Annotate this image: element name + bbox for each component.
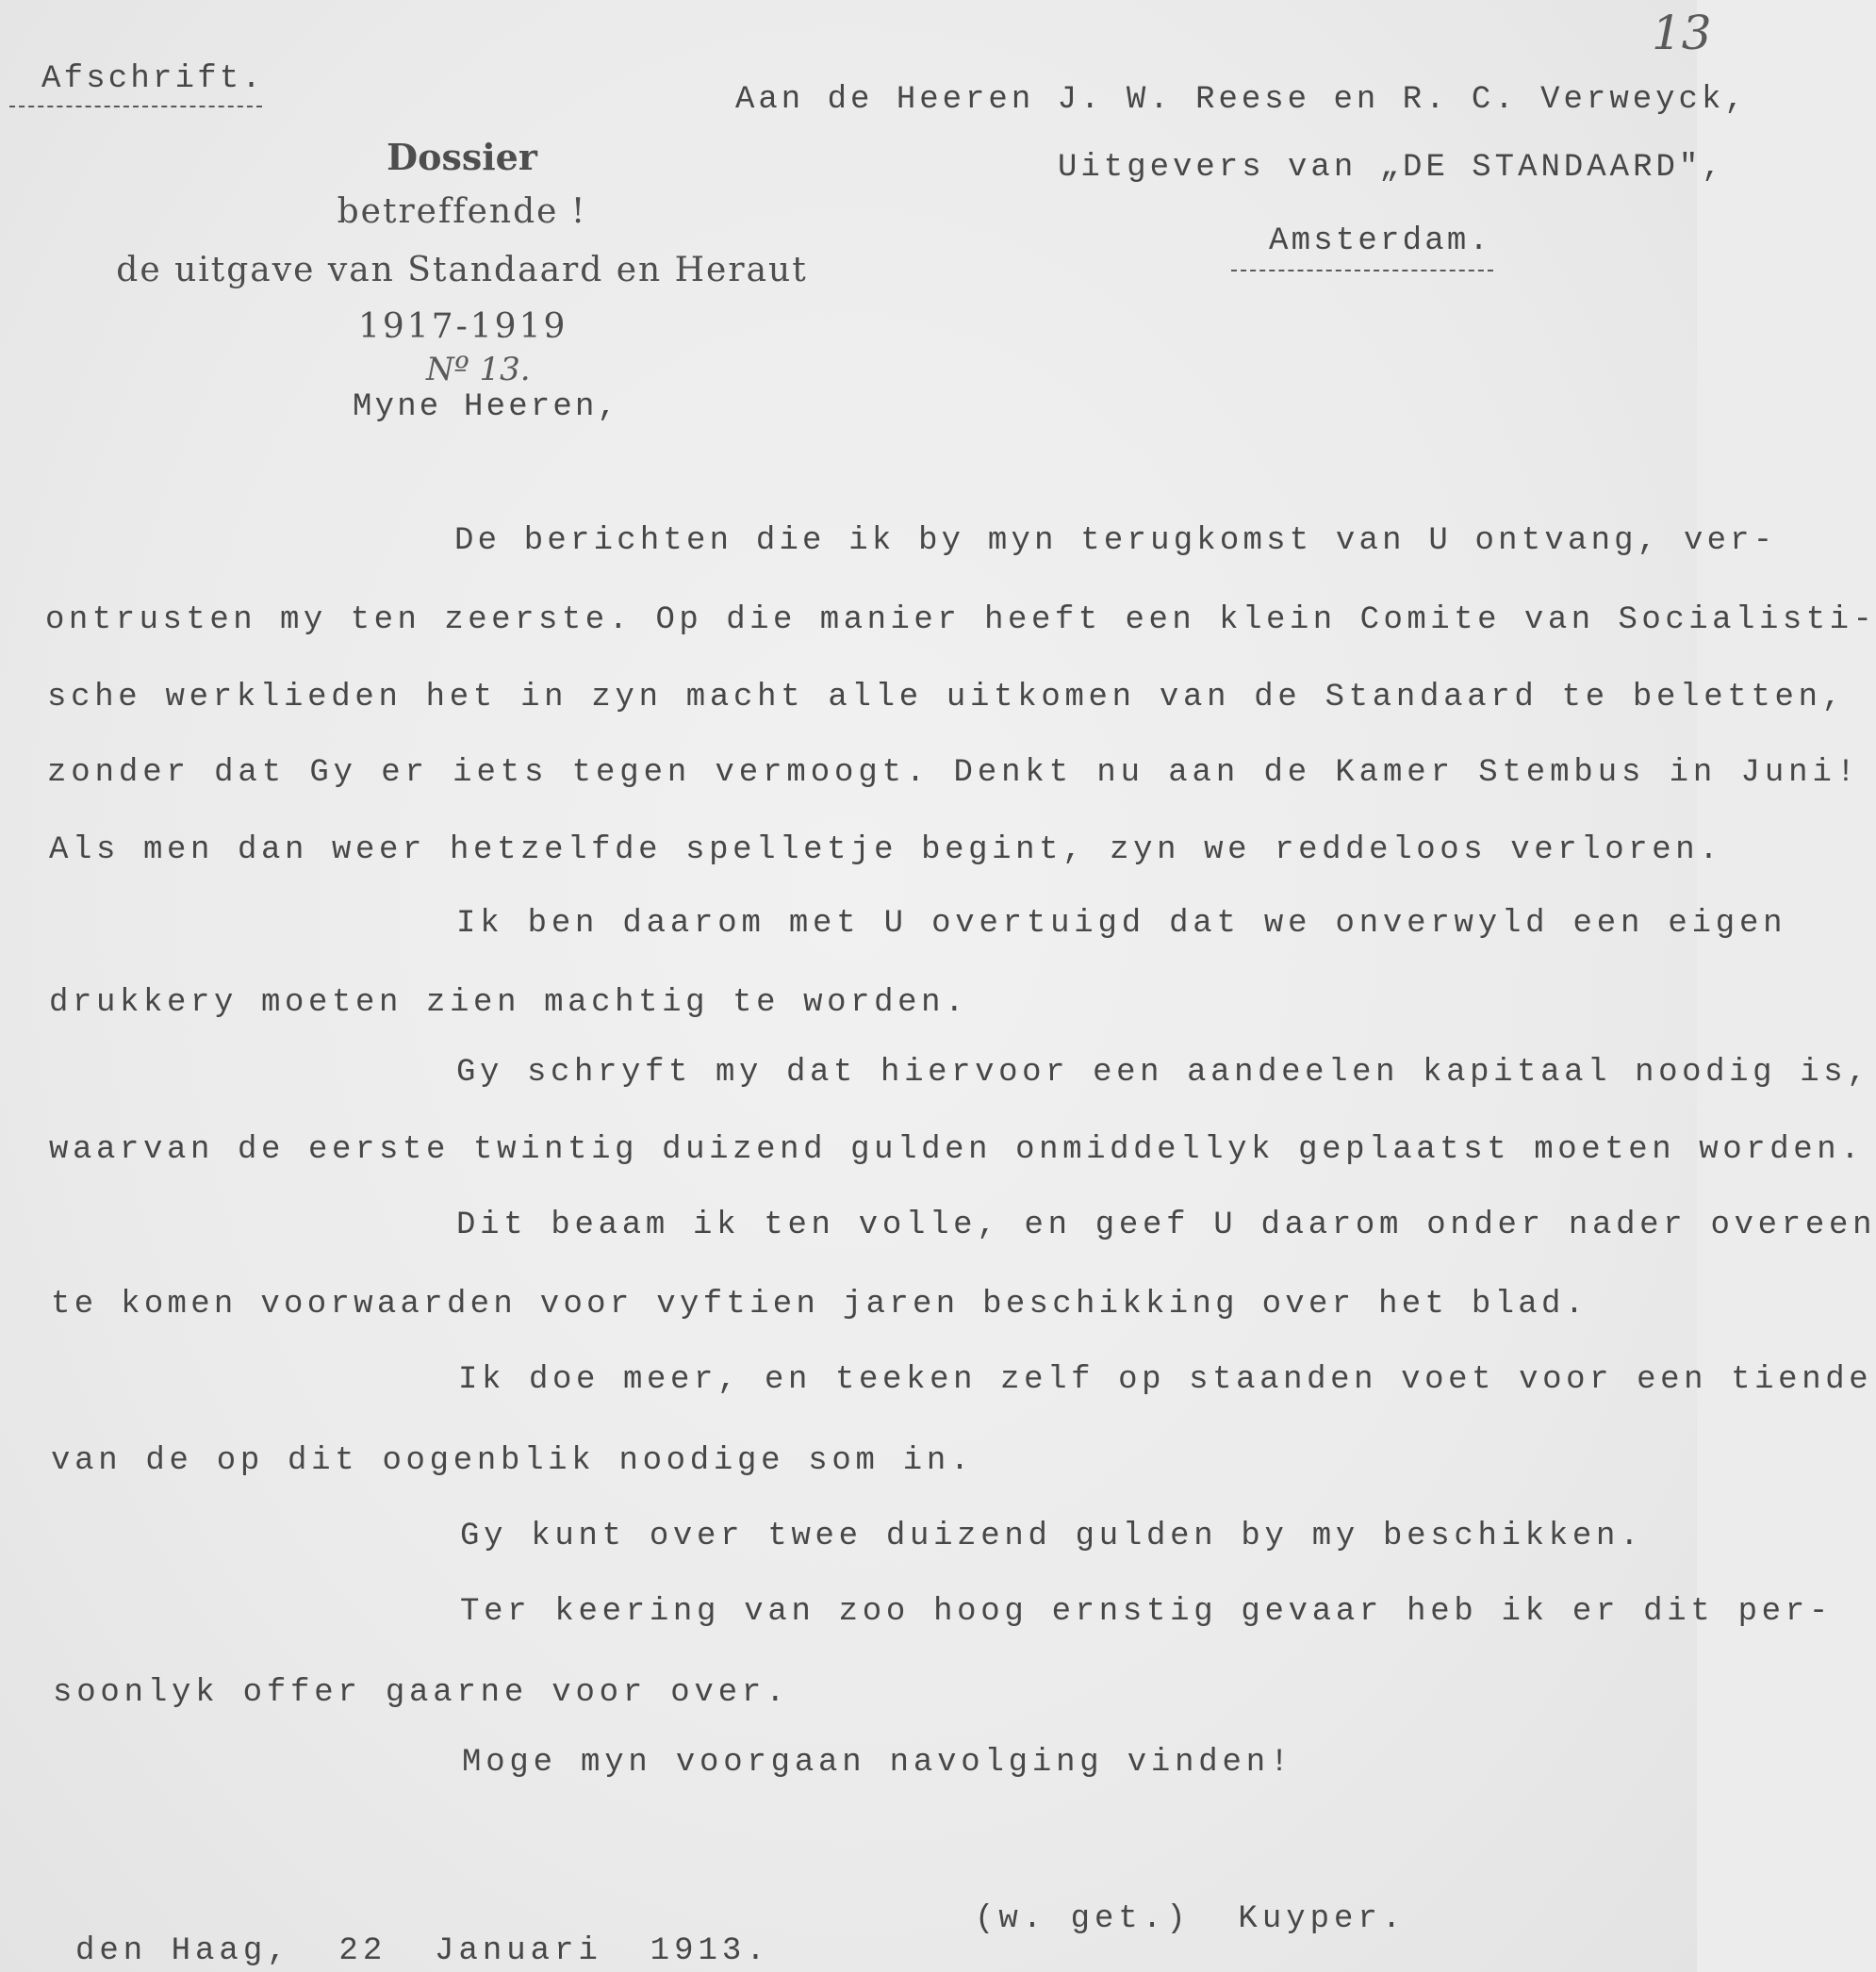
body-line: sche werklieden het in zyn macht alle uitkomen van de Standaard te beletten,	[47, 680, 1846, 715]
addressee-underline	[1231, 270, 1493, 271]
body-line: soonlyk offer gaarne voor over.	[53, 1675, 790, 1711]
body-line: Moge myn voorgaan navolging vinden!	[462, 1745, 1294, 1781]
dossier-stamp-title: Dossier	[387, 136, 537, 178]
body-line: van de op dit oogenblik noodige som in.	[51, 1443, 975, 1479]
dossier-stamp-years: 1917-1919	[358, 307, 568, 346]
addressee-city: Amsterdam.	[1269, 223, 1492, 259]
addressee-line-1: Aan de Heeren J. W. Reese en R. C. Verweyck,	[735, 82, 1748, 118]
dossier-stamp-subtitle: betreffende !	[337, 192, 587, 231]
body-line: waarvan de eerste twintig duizend gulden onmiddellyk geplaatst moeten worden.	[49, 1132, 1865, 1168]
body-line: Gy kunt over twee duizend gulden by my beschikken.	[460, 1519, 1644, 1554]
body-line: Gy schryft my dat hiervoor een aandeelen kapitaal noodig is,	[456, 1055, 1871, 1091]
body-line: Ik doe meer, en teeken zelf op staanden voet voor een tiende	[458, 1362, 1873, 1398]
body-line: Ter keering van zoo hoog ernstig gevaar heb ik er dit per-	[460, 1594, 1833, 1630]
body-line: zonder dat Gy er iets tegen vermoogt. Denkt nu aan de Kamer Stembus in Juni!	[47, 755, 1861, 791]
body-line: De berichten die ik by myn terugkomst van U ontvang, ver-	[454, 523, 1777, 559]
body-line: Ik ben daarom met U overtuigd dat we onverwyld een eigen	[456, 906, 1787, 942]
dossier-stamp-description: de uitgave van Standaard en Heraut	[116, 251, 808, 289]
dossier-number: Nº 13.	[426, 351, 531, 388]
copy-label: Afschrift.	[41, 61, 265, 97]
body-line: Als men dan weer hetzelfde spelletje begint, zyn we reddeloos verloren.	[49, 832, 1723, 868]
addressee-line-2: Uitgevers van „DE STANDAARD",	[1058, 150, 1725, 186]
place-date: den Haag, 22 Januari 1913.	[75, 1933, 770, 1969]
salutation: Myne Heeren,	[353, 389, 620, 425]
page-number: 13	[1652, 6, 1712, 60]
copy-label-underline	[9, 106, 262, 107]
body-line: ontrusten my ten zeerste. Op die manier heeft een klein Comite van Socialisti-	[45, 602, 1876, 638]
body-line: te komen voorwaarden voor vyftien jaren beschikking over het blad.	[51, 1287, 1588, 1323]
body-line: drukkery moeten zien machtig te worden.	[49, 985, 969, 1021]
body-line: Dit beaam ik ten volle, en geef U daarom onder nader overeen	[456, 1208, 1876, 1243]
signature: (w. get.) Kuyper.	[975, 1901, 1407, 1937]
